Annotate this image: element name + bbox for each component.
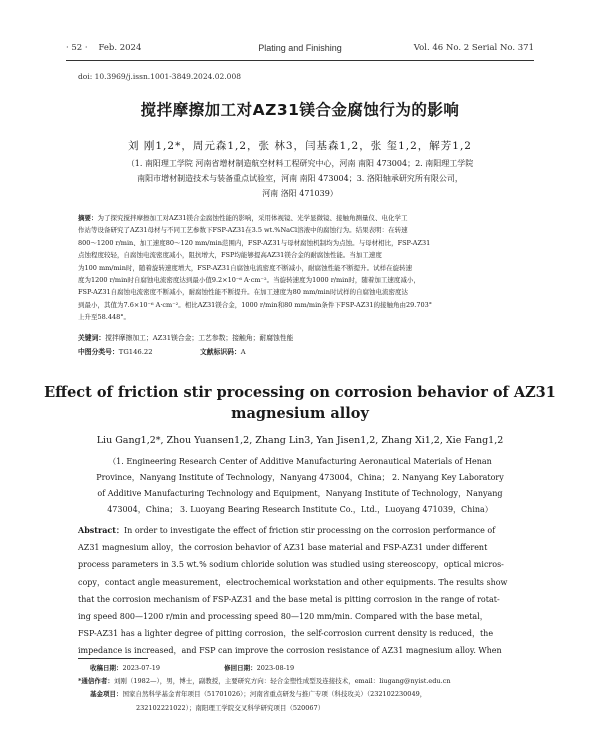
abstract-cn-line: 点蚀程度较轻，自腐蚀电流密度减小，阻抗增大，FSP均能够提高AZ31镁合金的耐腐蚀性能。当加工速度 — [78, 251, 382, 260]
doc-code-value: A — [240, 348, 246, 356]
fund-note — [78, 688, 524, 701]
affiliation-cn — [70, 156, 530, 201]
abstract-cn-line: 作站等设备研究了AZ31母材与不同工艺参数下FSP-AZ31在3.5 wt.%NaCl溶液中的腐蚀行为。结果表明：在转速 — [78, 226, 408, 235]
classification-cn — [78, 346, 153, 356]
title-en-line: magnesium alloy — [231, 405, 369, 422]
abstract-cn-line: 度为1200 r/min时自腐蚀电流密度达到最小值9.2×10⁻⁶ A·cm⁻²。当旋转速度为1000 r/min时，随着加工速度减小， — [78, 276, 420, 285]
keywords-cn — [78, 332, 293, 342]
author-note-label: *通信作者： — [78, 677, 114, 686]
fund-line: 国家自然科学基金青年项目（51701026）；河南省重点研发与推广专项（科技攻关）（232102230049， — [122, 690, 427, 699]
affiliation-cn-line: 河南 洛阳 471039） — [262, 189, 338, 198]
revised-label: 修回日期： — [224, 664, 257, 672]
affiliation-en-line: （1. Engineering Research Center of Additive Manufacturing Aeronautical Materials of Henan — [108, 457, 492, 466]
received-label: 收稿日期： — [90, 664, 123, 672]
header-rule — [66, 60, 534, 61]
volume-info: Vol. 46 No. 2 Serial No. 371 — [413, 43, 534, 53]
affiliation-cn-line: 南阳市增材制造技术与装备重点试验室，河南 南阳 473004；3. 洛阳轴承研究所有限公司， — [137, 174, 463, 183]
abstract-cn-line: 800～1200 r/min、加工速度80～120 mm/min范围内，FSP-AZ31与母材腐蚀机制均为点蚀。与母材相比，FSP-AZ31 — [78, 238, 431, 247]
author-note-text: 刘刚（1982—），男，博士，副教授，主要研究方向：轻合金塑性成型及连接技术，email：liugang@nyist.edu.cn — [113, 677, 451, 686]
footnotes — [78, 662, 524, 715]
affiliation-en — [70, 454, 530, 518]
received-date: 2023-07-19 — [122, 664, 160, 672]
abstract-cn-line: 为100 mm/min时，随着旋转速度增大，FSP-AZ31自腐蚀电流密度不断减小，耐腐蚀性能不断提升。试样在旋转速 — [78, 263, 413, 272]
abstract-en-line: copy，contact angle measurement，electrochemical workstation and other equipments. The results show — [78, 577, 508, 587]
abstract-en — [78, 522, 524, 660]
document-code-cn — [200, 346, 246, 356]
abstract-cn-label: 摘要： — [78, 214, 98, 222]
abstract-en-line: process parameters in 3.5 wt.% sodium chloride solution was studied using stereoscopy，optical micros- — [78, 560, 504, 570]
abstract-cn-line: 上升至58.448°。 — [78, 313, 130, 322]
abstract-en-line: FSP-AZ31 has a lighter degree of pitting corrosion，the self-corrosion current density is reduced，the — [78, 629, 494, 639]
abstract-en-line: In order to investigate the effect of friction stir processing on the corrosion performance of — [123, 526, 496, 535]
journal-name: Plating and Finishing — [258, 43, 342, 53]
affiliation-en-line: 473004，China； 3. Luoyang Bearing Research Institute Co.，Ltd.，Luoyang 471039，China） — [107, 505, 493, 514]
abstract-en-line: impedance is increased，and FSP can improve the corrosion resistance of AZ31 magnesium alloy. When — [78, 646, 502, 656]
abstract-cn-line: 为了探究搅拌摩擦加工对AZ31镁合金腐蚀性能的影响，采用体视镜、光学显微镜、接触角测量仪、电化学工 — [97, 214, 408, 222]
authors-en: Liu Gang1,2*, Zhou Yuansen1,2, Zhang Lin3, Yan Jisen1,2, Zhang Xi1,2, Xie Fang1,2 — [96, 435, 504, 446]
abstract-en-label: Abstract： — [78, 525, 124, 535]
abstract-en-line: ing speed 800—1200 r/min and processing speed 80—120 mm/min. Compared with the base metal， — [78, 612, 488, 622]
keywords-label: 关键词： — [78, 334, 106, 342]
title-en-line: Effect of friction stir processing on corrosion behavior of AZ31 — [44, 384, 556, 401]
running-header — [66, 43, 534, 57]
doc-code-label: 文献标识码： — [200, 348, 241, 356]
abstract-cn-line: FSP-AZ31自腐蚀电流密度不断减小，耐腐蚀性能不断提升。在加工速度为80 mm/min时试样的自腐蚀电流密度达 — [78, 288, 408, 297]
abstract-cn — [78, 212, 524, 324]
keywords-value: 搅拌摩擦加工；AZ31镁合金；工艺参数；接触角；耐腐蚀性能 — [105, 334, 294, 342]
authors-cn: 刘 刚1,2*，周元森1,2，张 林3，闫基森1,2，张 玺1,2，解芳1,2 — [128, 140, 472, 152]
footnote-rule — [78, 658, 148, 659]
title-cn: 搅拌摩擦加工对AZ31镁合金腐蚀行为的影响 — [140, 101, 460, 119]
dates-line — [78, 662, 524, 675]
author-note — [78, 675, 524, 688]
fund-line: 232102221022）；南阳理工学院交叉科学研究项目（520067） — [136, 703, 325, 712]
doi: doi: 10.3969/j.issn.1001-3849.2024.02.008 — [78, 72, 241, 81]
title-en — [0, 382, 600, 424]
revised-date: 2023-08-19 — [256, 664, 295, 672]
affiliation-en-line: Province，Nanyang Institute of Technology，Nanyang 473004，China； 2. Nanyang Key Laboratory — [96, 473, 504, 482]
clc-label: 中图分类号： — [78, 348, 119, 356]
affiliation-en-line: of Additive Manufacturing Technology and Equipment，Nanyang Institute of Technology，Nanyang — [97, 489, 503, 498]
abstract-cn-line: 到最小，其值为7.6×10⁻⁶ A·cm⁻²。相比AZ31镁合金，1000 r/min和80 mm/min条件下FSP-AZ31的接触角由29.703° — [78, 300, 433, 309]
clc-value: TG146.22 — [118, 348, 153, 356]
abstract-en-line: that the corrosion mechanism of FSP-AZ31 and the base metal is pitting corrosion in the range of rotat- — [78, 594, 500, 604]
abstract-en-line: AZ31 magnesium alloy，the corrosion behavior of AZ31 base material and FSP-AZ31 under different — [78, 543, 488, 553]
issue-date: Feb. 2024 — [98, 43, 142, 53]
page-number: · 52 · — [66, 43, 88, 53]
fund-label: 基金项目： — [90, 690, 123, 699]
affiliation-cn-line: （1. 南阳理工学院 河南省增材制造航空材料工程研究中心，河南 南阳 473004；2. 南阳理工学院 — [126, 159, 474, 168]
